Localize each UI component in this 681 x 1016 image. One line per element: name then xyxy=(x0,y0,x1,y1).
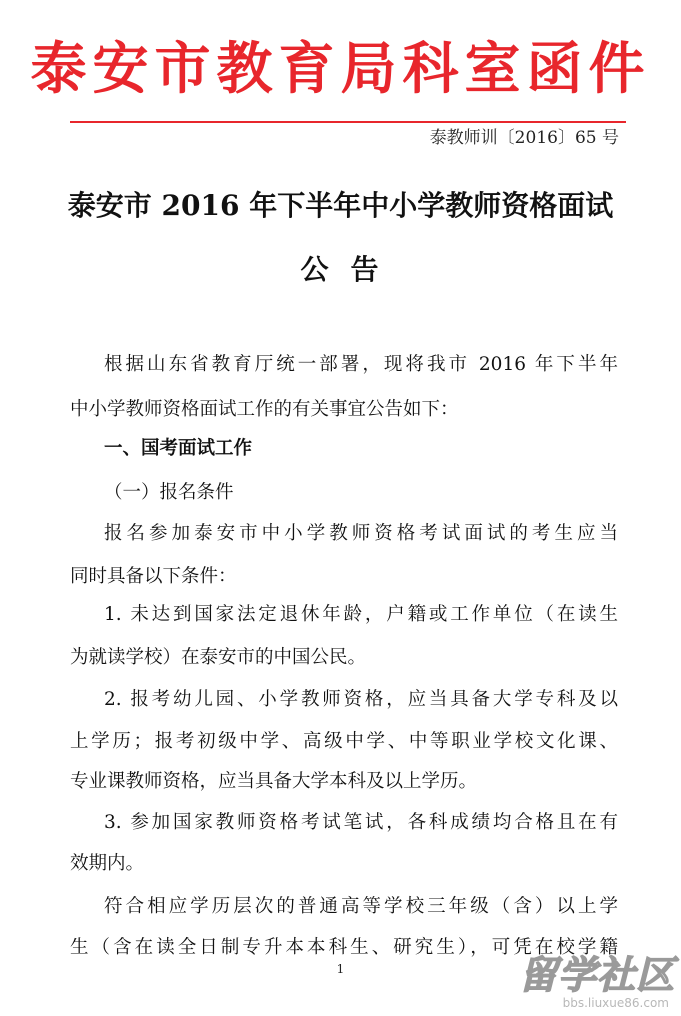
section-heading-1: 一、国考面试工作 xyxy=(104,438,253,459)
paragraph-2-line-2: 生（含在读全日制专升本本科生、研究生），可凭在校学籍 xyxy=(70,937,618,958)
document-number: 泰教师训〔2016〕65 号 xyxy=(429,128,619,148)
document-title-line-1: 泰安市 2016 年下半年中小学教师资格面试 xyxy=(67,189,614,222)
letterhead-divider xyxy=(70,121,626,123)
intro-line-2: 中小学教师资格面试工作的有关事宜公告如下： xyxy=(70,399,459,420)
item-2-line-2: 上学历；报考初级中学、高级中学、中等职业学校文化课、 xyxy=(70,731,618,752)
paragraph-1-line-2: 同时具备以下条件： xyxy=(70,566,237,587)
item-3-line-2: 效期内。 xyxy=(70,853,145,874)
item-3-line-1: 3. 参加国家教师资格考试笔试，各科成绩均合格且在有 xyxy=(104,812,618,833)
item-1-line-2: 为就读学校）在泰安市的中国公民。 xyxy=(70,647,367,668)
watermark-url: bbs.liuxue86.com xyxy=(562,996,669,1010)
paragraph-1-line-1: 报名参加泰安市中小学教师资格考试面试的考生应当 xyxy=(104,523,618,544)
item-2-line-1: 2. 报考幼儿园、小学教师资格，应当具备大学专科及以 xyxy=(104,689,618,710)
document-title-line-2: 公告 xyxy=(300,253,401,286)
letterhead-title: 泰安市教育局科室函件 xyxy=(30,37,651,102)
paragraph-2-line-1: 符合相应学历层次的普通高等学校三年级（含）以上学 xyxy=(104,896,618,917)
watermark-brand: 留学社区 xyxy=(518,953,675,997)
page-number: 1 xyxy=(336,962,345,976)
intro-line-1: 根据山东省教育厅统一部署，现将我市 2016 年下半年 xyxy=(104,354,618,375)
site-watermark xyxy=(515,954,675,1012)
item-1-line-1: 1. 未达到国家法定退休年龄，户籍或工作单位（在读生 xyxy=(104,604,618,625)
subsection-heading-1: （一）报名条件 xyxy=(104,482,234,503)
item-2-line-3: 专业课教师资格，应当具备大学本科及以上学历。 xyxy=(70,771,478,792)
